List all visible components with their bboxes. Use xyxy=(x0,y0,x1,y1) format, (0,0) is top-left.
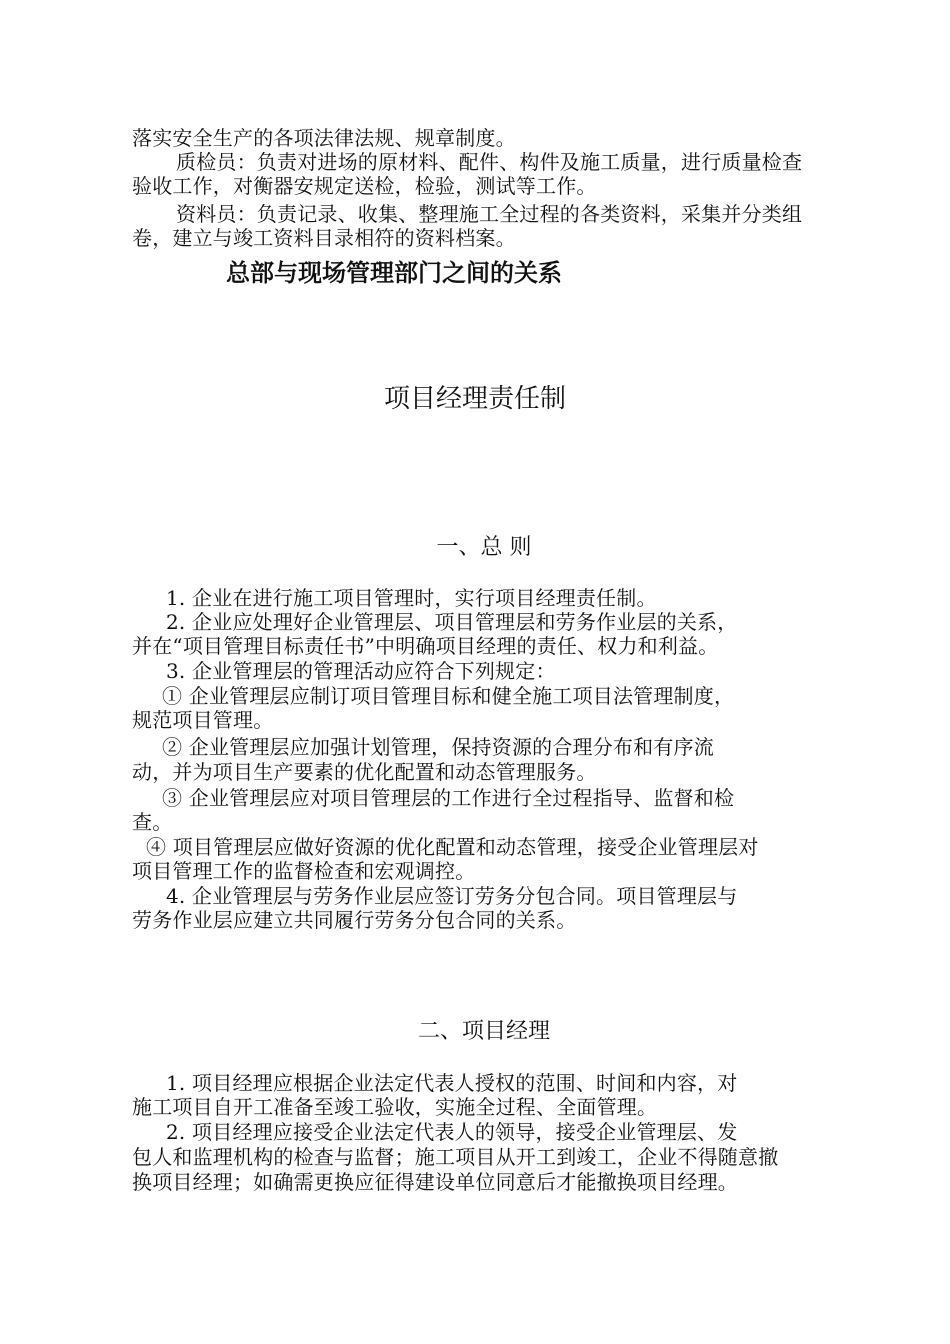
text-line: 换项目经理；如确需更换应征得建设单位同意后才能撤换项目经理。 xyxy=(132,1170,738,1194)
text-line: 查。 xyxy=(132,810,173,834)
text-line: ④ 项目管理层应做好资源的优化配置和动态管理，接受企业管理层对 xyxy=(146,835,759,859)
section-heading: 二、项目经理 xyxy=(417,1019,550,1044)
text-line: ① 企业管理层应制订项目管理目标和健全施工项目法管理制度， xyxy=(162,684,735,708)
text-line: 资料员：负责记录、收集、整理施工全过程的各类资料，采集并分类组 xyxy=(176,202,803,226)
text-line: ② 企业管理层应加强计划管理，保持资源的合理分布和有序流 xyxy=(162,735,714,759)
text-line: 项目管理工作的监督检查和宏观调控。 xyxy=(132,859,476,883)
text-line: 落实安全生产的各项法律法规、规章制度。 xyxy=(132,126,516,150)
text-line: 1. 企业在进行施工项目管理时，实行项目经理责任制。 xyxy=(166,586,657,610)
text-line: ③ 企业管理层应对项目管理层的工作进行全过程指导、监督和检 xyxy=(162,786,735,810)
text-line: 2. 企业应处理好企业管理层、项目管理层和劳务作业层的关系， xyxy=(166,610,738,634)
text-line: 质检员：负责对进场的原材料、配件、构件及施工质量，进行质量检查 xyxy=(176,150,803,174)
document-title: 项目经理责任制 xyxy=(383,384,566,414)
relation-heading: 总部与现场管理部门之间的关系 xyxy=(226,259,562,287)
text-line: 4. 企业管理层与劳务作业层应签订劳务分包合同。项目管理层与 xyxy=(166,884,738,908)
text-line: 包人和监理机构的检查与监督；施工项目从开工到竣工，企业不得随意撤 xyxy=(132,1145,779,1169)
text-line: 1. 项目经理应根据企业法定代表人授权的范围、时间和内容，对 xyxy=(166,1071,738,1095)
text-line: 规范项目管理。 xyxy=(132,708,274,732)
text-line: 卷，建立与竣工资料目录相符的资料档案。 xyxy=(132,226,516,250)
text-line: 并在“项目管理目标责任书”中明确项目经理的责任、权力和利益。 xyxy=(132,634,719,658)
text-line: 动，并为项目生产要素的优化配置和动态管理服务。 xyxy=(132,760,597,784)
section-heading: 一、总 则 xyxy=(436,535,532,560)
text-line: 2. 项目经理应接受企业法定代表人的领导，接受企业管理层、发 xyxy=(166,1120,738,1144)
text-line: 验收工作，对衡器安规定送检，检验，测试等工作。 xyxy=(132,174,597,198)
text-line: 施工项目自开工准备至竣工验收，实施全过程、全面管理。 xyxy=(132,1095,658,1119)
text-line: 劳务作业层应建立共同履行劳务分包合同的关系。 xyxy=(132,908,577,932)
text-line: 3. 企业管理层的管理活动应符合下列规定： xyxy=(166,659,556,683)
